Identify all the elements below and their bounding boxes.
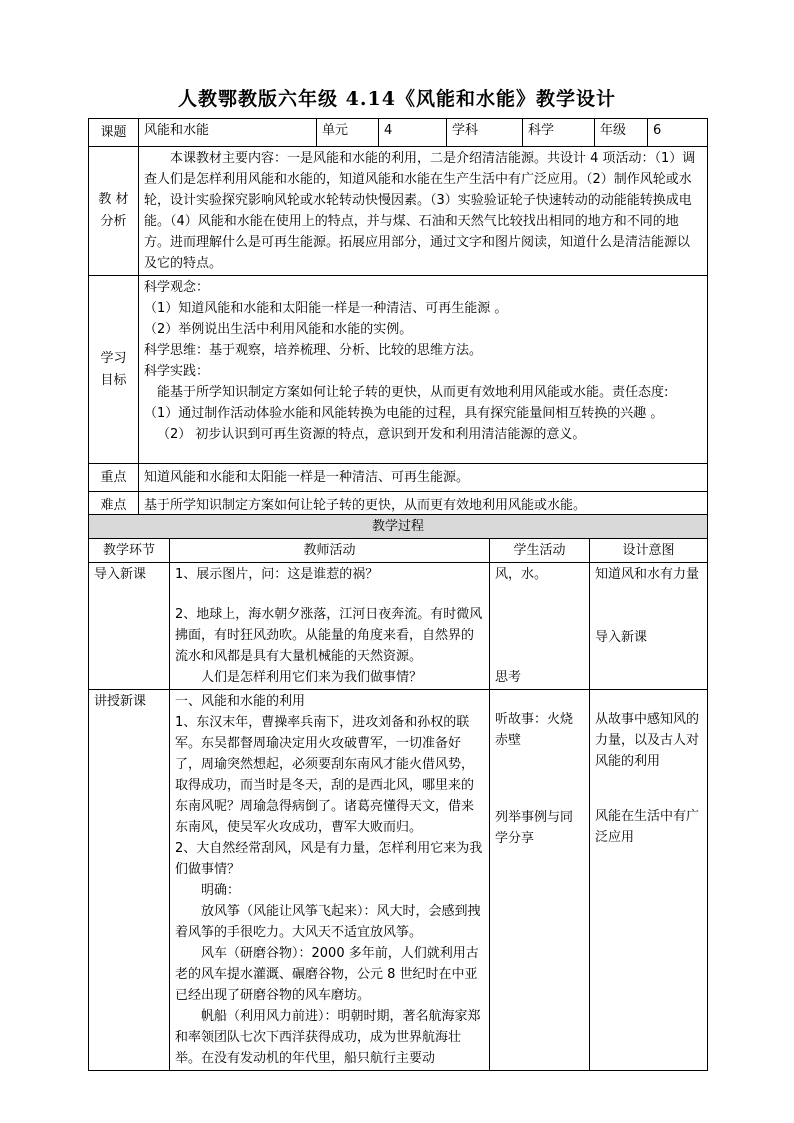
design-intent-text: 导入新课 xyxy=(595,630,648,645)
lesson-label: 课题 xyxy=(89,119,139,147)
teacher-activity-text: 1、东汉末年，曹操率兵南下，进攻刘备和孙权的联军。东吴都督周瑜决定用火攻破曹军，一切准备好了，周瑜突然想起，必须要刮东南风才能火借风势，取得成功，而当时是冬天，刮的是西北风，哪里来的东南风呢？周瑜急得病倒了。诸葛亮懂得天文，借来东南风，使吴军火攻成功，曹军大败而归。 xyxy=(175,715,475,835)
subject-value: 科学 xyxy=(523,119,595,147)
intro-stage: 导入新课 xyxy=(89,563,170,690)
teacher-activity-text: 2、大自然经常刮风，风是有力量，怎样利用它来为我们做事情？ xyxy=(175,841,483,877)
page-title: 人教鄂教版六年级 4.14《风能和水能》教学设计 xyxy=(178,88,616,110)
column-header: 设计意图 xyxy=(590,539,708,563)
grade-value: 6 xyxy=(648,119,708,147)
objective-line: （2）举例说出生活中利用风能和水能的实例。 xyxy=(144,322,413,337)
lecture-row xyxy=(89,690,708,1071)
key-point-row xyxy=(89,464,708,492)
process-columns-row xyxy=(89,539,708,563)
student-activity-text: 列举事例与同学分享 xyxy=(495,810,574,846)
difficulty-label: 难点 xyxy=(89,492,139,520)
column-header: 教学环节 xyxy=(89,539,170,563)
analysis-text: 本课教材主要内容：一是风能和水能的利用，二是介绍清洁能源。共设计 4 项活动：（1）调查人们是怎样利用风能和水能的，知道风能和水能在生产生活中有广泛应用。（2）制作风轮或水轮，设计实验探究影响风轮或水轮转动快慢因素。（3）实验验证轮子快速转动的动能能转换成电能。（4）风能和水能在使用上的特点，并与煤、石油和天然气比较找出相同的地方和不同的地方。进而理解什么是可再生能源。拓展应用部分，通过文字和图片阅读，知道什么是清洁能源以及它的特点。 xyxy=(144,151,696,271)
teaching-process-table xyxy=(88,514,708,1071)
column-header: 教师活动 xyxy=(170,539,490,563)
teacher-activity-text: 风车（研磨谷物）：2000 多年前，人们就利用古老的风车提水灌溉、碾磨谷物，公元 8 世纪时在中亚已经出现了研磨谷物的风车磨坊。 xyxy=(175,946,479,1003)
intro-row xyxy=(89,563,708,690)
teacher-activity-text: 明确： xyxy=(201,883,241,898)
grade-label: 年级 xyxy=(595,119,648,147)
teacher-activity-text: 1、展示图片，问：这是谁惹的祸？ xyxy=(175,567,379,582)
objectives-label-line-1: 学习 xyxy=(100,350,127,366)
key-point-label: 重点 xyxy=(89,464,139,492)
objective-line: 科学观念： xyxy=(144,280,210,295)
analysis-cell xyxy=(139,147,708,276)
teacher-activity-text: 帆船（利用风力前进）：明朝时期，著名航海家郑和率领团队七次下西洋获得成功，成为世界航海壮举。在没有发动机的年代里，船只航行主要动 xyxy=(175,1009,481,1066)
lecture-teacher-cell xyxy=(170,690,490,1071)
unit-value: 4 xyxy=(379,119,447,147)
key-point-text: 知道风能和水能和太阳能一样是一种清洁、可再生能源。 xyxy=(139,464,708,492)
analysis-row xyxy=(89,147,708,276)
teacher-activity-text: 人们是怎样利用它们来为我们做事情？ xyxy=(201,670,423,685)
unit-label: 单元 xyxy=(317,119,379,147)
objective-line: 能基于所学知识制定方案如何让轮子转的更快，从而更有效地利用风能或水能。责任态度: xyxy=(157,385,669,400)
process-header: 教学过程 xyxy=(89,515,708,539)
subject-label: 学科 xyxy=(447,119,523,147)
objectives-cell xyxy=(139,276,708,464)
objective-line: 科学实践： xyxy=(144,364,210,379)
student-activity-text: 听故事：火烧赤壁 xyxy=(495,712,574,748)
design-intent-text: 风能在生活中有广泛应用 xyxy=(595,809,700,845)
objectives-label xyxy=(89,276,139,464)
lesson-info-row xyxy=(89,119,708,147)
objective-line: （1）知道风能和水能和太阳能一样是一种清洁、可再生能源 。 xyxy=(144,301,508,316)
lecture-intent-cell xyxy=(590,690,708,1071)
lecture-stage: 讲授新课 xyxy=(89,690,170,1071)
student-activity-text: 思考 xyxy=(495,670,522,685)
objective-line: （2） 初步认识到可再生资源的特点，意识到开发和利用清洁能源的意义。 xyxy=(157,427,586,442)
teacher-activity-text: 2、地球上，海水朝夕涨落，江河日夜奔流。有时微风拂面，有时狂风劲吹。从能量的角度来看，自然界的流水和风都是具有大量机械能的天然资源。 xyxy=(175,607,483,664)
lesson-value: 风能和水能 xyxy=(139,119,317,147)
lecture-student-cell xyxy=(490,690,590,1071)
design-intent-text: 知道风和水有力量 xyxy=(595,567,700,582)
teacher-activity-text: 放风筝（风能让风筝飞起来）：风大时，会感到拽着风筝的手很吃力。大风天不适宜放风筝。 xyxy=(175,904,481,940)
difficulty-text: 基于所学知识制定方案如何让轮子转的更快，从而更有效地利用风能或水能。 xyxy=(139,492,708,520)
analysis-label-line-2: 分析 xyxy=(100,214,127,229)
objective-line: 科学思维：基于观察，培养梳理、分析、比较的思维方法。 xyxy=(144,343,483,358)
column-header: 学生活动 xyxy=(490,539,590,563)
design-intent-text: 从故事中感知风的力量，以及古人对风能的利用 xyxy=(595,712,700,769)
intro-student-cell xyxy=(490,563,590,690)
teacher-activity-heading: 一、风能和水能的利用 xyxy=(175,694,306,709)
lesson-info-table xyxy=(88,118,708,520)
analysis-label xyxy=(89,147,139,276)
process-header-row xyxy=(89,515,708,539)
intro-intent-cell xyxy=(590,563,708,690)
objectives-label-line-2: 目标 xyxy=(100,372,127,388)
intro-teacher-cell xyxy=(170,563,490,690)
objective-line: （1）通过制作活动体验水能和风能转换为电能的过程，具有探究能量间相互转换的兴趣 。 xyxy=(144,406,664,421)
student-activity-text: 风，水。 xyxy=(495,567,548,582)
objectives-row xyxy=(89,276,708,464)
analysis-label-line-1: 教 材 xyxy=(98,192,129,207)
